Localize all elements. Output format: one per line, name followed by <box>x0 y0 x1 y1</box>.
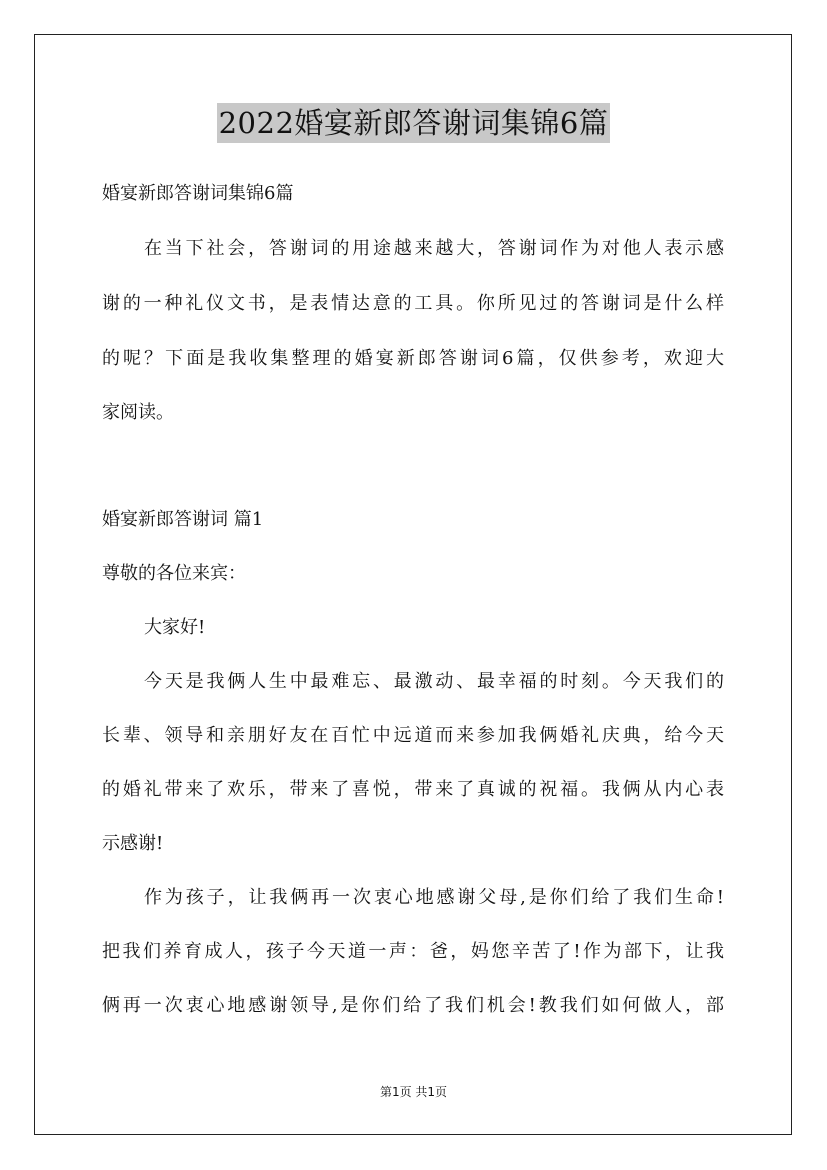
paragraph-line: 示感谢! <box>102 833 164 854</box>
intro-line: 的呢？下面是我收集整理的婚宴新郎答谢词6篇，仅供参考，欢迎大 <box>102 348 724 369</box>
subtitle: 婚宴新郎答谢词集锦6篇 <box>102 183 294 204</box>
page-footer: 第1页 共1页 <box>379 1085 448 1099</box>
paragraph-line: 俩再一次衷心地感谢领导,是你们给了我们机会!教我们如何做人，部 <box>102 995 724 1016</box>
intro-line: 谢的一种礼仪文书，是表情达意的工具。你所见过的答谢词是什么样 <box>102 293 724 314</box>
paragraph-line: 长辈、领导和亲朋好友在百忙中远道而来参加我俩婚礼庆典，给今天 <box>102 725 724 746</box>
paragraph-line: 的婚礼带来了欢乐，带来了喜悦，带来了真诚的祝福。我俩从内心表 <box>102 779 724 800</box>
document-title: 2022婚宴新郎答谢词集锦6篇 <box>217 103 611 143</box>
intro-line: 家阅读。 <box>102 402 174 423</box>
greeting: 大家好! <box>144 617 206 638</box>
section-heading: 婚宴新郎答谢词 篇1 <box>102 509 264 530</box>
salutation: 尊敬的各位来宾： <box>102 563 246 584</box>
paragraph-line: 把我们养育成人，孩子今天道一声：爸，妈您辛苦了!作为部下，让我 <box>102 941 724 962</box>
intro-line: 在当下社会，答谢词的用途越来越大，答谢词作为对他人表示感 <box>144 238 724 259</box>
paragraph-line: 作为孩子，让我俩再一次衷心地感谢父母,是你们给了我们生命! <box>144 887 724 908</box>
paragraph-line: 今天是我俩人生中最难忘、最激动、最幸福的时刻。今天我们的 <box>144 671 724 692</box>
